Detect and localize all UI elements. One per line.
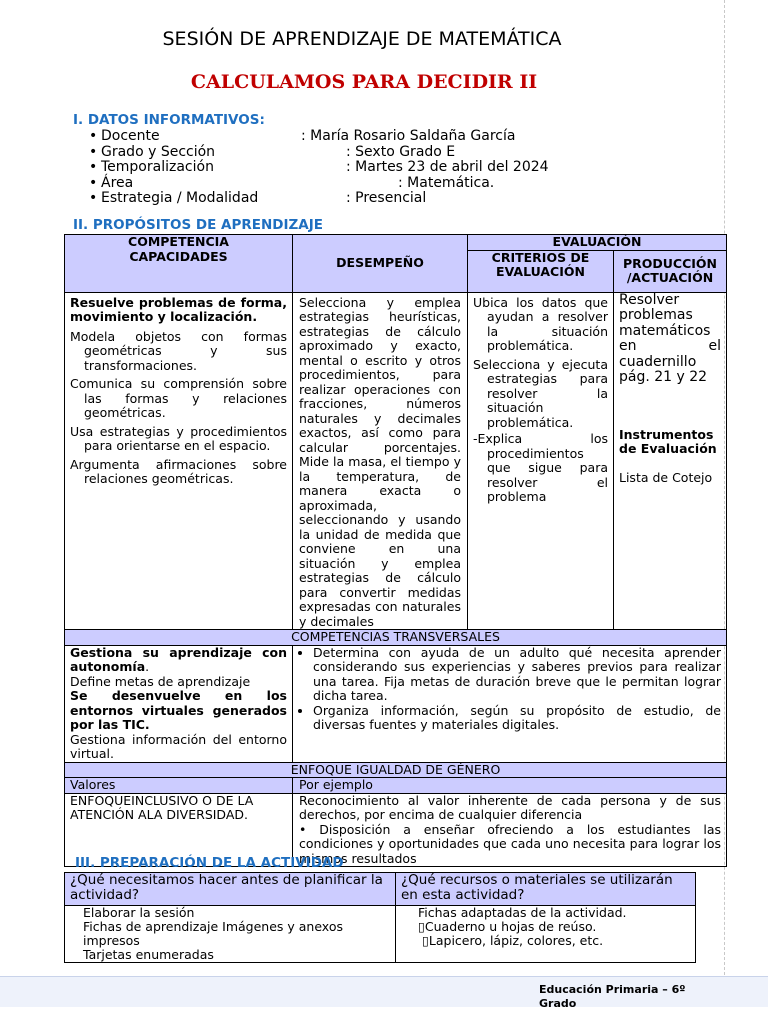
capacidad-item: Comunica su comprensión sobre las formas y relaciones geométricas. — [70, 376, 287, 420]
enfoque-ejemplo-2: • Disposición a enseñar ofreciendo a los estudiantes las condiciones y oportunidades que cada uno necesita para lograr los mismos resultados — [299, 821, 722, 866]
checkbox-icon: ▯ — [418, 919, 425, 934]
header-desempeno: DESEMPEÑO — [293, 235, 468, 293]
header-produccion: PRODUCCIÓN /ACTUACIÓN — [614, 250, 727, 292]
desempeno-cell: Selecciona y emplea estrategias heurísticas, estrategias de cálculo aproximado y exacto, mental o escrito y otros procedimientos, para realizar operaciones con fracciones, números naturales y decimales exactos, así como para calcular porcentajes. Mide la masa, el tiempo y la temperatura, de manera exacta o aproximada, seleccionando y usando la unidad de medida que conviene en una situación y emplea estrategias de cálculo para convertir medidas expresadas con naturales y decimales — [293, 292, 468, 630]
capacidad-item: Argumenta afirmaciones sobre relaciones geométricas. — [70, 456, 287, 486]
checkbox-icon: ▯ — [422, 933, 429, 948]
header-evaluacion: EVALUACIÓN — [468, 235, 727, 251]
info-label: Área — [101, 174, 134, 191]
capacidad-item: Usa estrategias y procedimientos para orientarse en el espacio. — [70, 423, 287, 453]
question-resources: ¿Qué recursos o materiales se utilizarán en esta actividad? — [396, 873, 696, 906]
session-subtitle: CALCULAMOS PARA DECIDIR II — [190, 71, 538, 93]
enfoque-heading: ENFOQUE IGUALDAD DE GÉNERO — [65, 762, 727, 778]
preparation-table — [64, 872, 696, 963]
header-criterios: CRITERIOS DE EVALUACIÓN — [468, 250, 614, 292]
bullet-icon: • — [89, 174, 98, 191]
resource-item-text: Lapicero, lápiz, colores, etc. — [428, 933, 604, 948]
info-value: : Matemática. — [398, 174, 495, 191]
valores-label: Valores — [65, 778, 293, 794]
section-heading-propositos: II. PROPÓSITOS DE APRENDIZAJE — [73, 217, 323, 233]
competencia-cell — [65, 292, 293, 630]
resources-list-cell — [396, 906, 696, 963]
criterios-cell — [468, 292, 614, 630]
info-value: : Presencial — [346, 190, 427, 206]
info-value: : María Rosario Saldaña García — [301, 128, 516, 144]
header-competencia — [65, 235, 293, 293]
header-capacidades-label: CAPACIDADES — [129, 248, 228, 264]
transversal-desempeno-item: • Determina con ayuda de un adulto qué necesita aprender considerando sus experiencias y saberes previos para realizar una tarea. Fija metas de duración breve que le permitan lograr dicha tarea. — [313, 646, 721, 704]
bullet-icon: • — [89, 190, 98, 206]
capacidad-item: Modela objetos con formas geométricas y sus transformaciones. — [70, 328, 287, 373]
info-label: Docente — [101, 128, 160, 144]
transversal-1-title: Gestiona su aprendizaje con autonomía — [70, 644, 287, 674]
info-label: Grado y Sección — [101, 143, 216, 160]
resource-item: Fichas adaptadas de la actividad. — [418, 905, 627, 920]
section-heading-datos: I. DATOS INFORMATIVOS: — [73, 112, 265, 128]
purposes-table — [64, 234, 727, 867]
transversal-desempeno-item: • Organiza información, según su propósito de estudio, de diversas fuentes y materiales digitales. — [313, 704, 721, 733]
resource-item — [418, 920, 690, 934]
header-competencia-label: COMPETENCIA — [128, 234, 229, 249]
criterio-item: Selecciona y ejecuta estrategias para resolver la situación problemática. — [473, 356, 608, 430]
criterio-item: -Explica los procedimientos que sigue para resolver el problema — [473, 431, 608, 504]
criterio-item: Ubica los datos que ayudan a resolver la situación problemática. — [473, 294, 608, 353]
instrumentos-label: Instrumentos de Evaluación — [619, 426, 717, 456]
enfoque-left-cell: ENFOQUEINCLUSIVO O DE LA ATENCIÓN ALA DIVERSIDAD. — [65, 793, 293, 867]
before-item: Elaborar la sesión — [83, 905, 195, 920]
before-list-cell — [65, 906, 396, 963]
capacidad-1: Define metas de aprendizaje — [70, 673, 251, 689]
transversales-heading: COMPETENCIAS TRANSVERSALES — [65, 630, 727, 646]
instrumentos-value: Lista de Cotejo — [619, 469, 713, 485]
info-value: : Sexto Grado E — [346, 143, 456, 160]
before-item: Tarjetas enumeradas — [83, 947, 214, 962]
transversales-list — [299, 646, 721, 733]
info-label: Temporalización — [101, 159, 214, 175]
question-before: ¿Qué necesitamos hacer antes de planificar la actividad? — [65, 873, 396, 906]
enfoque-right-cell — [293, 793, 727, 867]
produccion-cell — [614, 292, 727, 630]
transversal-1-dot: . — [145, 659, 150, 674]
transversales-left-cell — [65, 645, 293, 762]
competencia-title: Resuelve problemas de forma, movimiento y localización. — [70, 294, 287, 324]
transversal-2: Se desenvuelve en los entornos virtuales generados por las TIC. — [70, 688, 287, 732]
ejemplo-label: Por ejemplo — [293, 778, 727, 794]
bullet-icon: • — [89, 128, 98, 144]
transversal-1 — [70, 646, 287, 675]
page-title: SESIÓN DE APRENDIZAJE DE MATEMÁTICA — [162, 28, 562, 50]
produccion-text: Resolver problemas matemáticos en el cuadernillo pág. 21 y 22 — [619, 291, 722, 385]
bullet-icon: • — [89, 143, 98, 160]
resource-item-text: Cuaderno u hojas de reúso. — [424, 919, 597, 934]
transversales-right-cell — [293, 645, 727, 762]
enfoque-ejemplo-1: Reconocimiento al valor inherente de cada persona y de sus derechos, por encima de cualquier diferencia — [299, 792, 722, 822]
bullet-icon: • — [89, 159, 98, 175]
info-value: : Martes 23 de abril del 2024 — [346, 159, 549, 175]
capacidad-2: Gestiona información del entorno virtual. — [70, 731, 287, 761]
section-heading-preparacion: III. PREPARACIÓN DE LA ACTIVIDAD — [75, 855, 344, 871]
before-item: Fichas de aprendizaje Imágenes y anexos impresos — [83, 919, 343, 948]
resource-item — [418, 934, 690, 948]
info-label: Estrategia / Modalidad — [101, 190, 259, 206]
footer-text: Educación Primaria – 6º Grado — [539, 983, 686, 1010]
